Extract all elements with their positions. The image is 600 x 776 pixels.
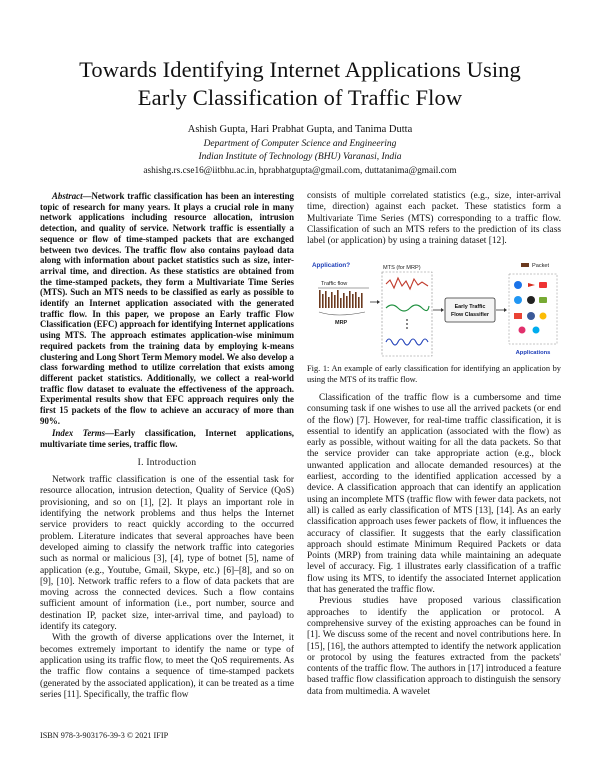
chrome-app-icon (540, 313, 547, 320)
figure-packet-bars (319, 290, 363, 308)
video-app-icon (539, 282, 547, 288)
figure-packet-legend-label: Packet (532, 263, 550, 269)
figure-mts-box (382, 272, 432, 356)
right-top-paragraph: consists of multiple correlated statistics (e.g., size, inter-arrival time, direction) against each packet. These statistics form a Multivariate Time Series (MTS) corresponding to a traffic flow. Classification of such an MTS refers to the prediction of its class label (or application) by using a training dataset [12]. (307, 191, 561, 247)
mts-series-red (386, 278, 428, 289)
instagram-app-icon (519, 327, 526, 334)
whatsapp-app-icon (539, 297, 547, 303)
figure-mts-label: MTS (for MRP) (383, 265, 421, 271)
intro-paragraph-1: Network traffic classification is one of the essential task for resource allocation, intrusion detection, Quality of Service (QoS) provisioning, and so on [1], [2]. It plays an important role in identifying the network problems and thus helps the Internet service providers to react quickly according to the occurred problem. Literature indicates that several approaches have been developed aiming to classify the network traffic into categories such as normal or malicious [3], [4], type of botnet [5], name of application (e.g., Youtube, Gmail, Skype, etc.) [6]–[8], and so on [9], [10]. Network traffic refers to a flow of data packets that are moving across the connected devices. Such a flow contains sufficient amount of information (i.e., port number, source and destination IP, packet size, inter-arrival time, and payload) to identify its category. (40, 475, 294, 633)
packet-bar (346, 296, 348, 308)
packet-bar (334, 295, 336, 308)
paper-title (40, 56, 560, 112)
packet-bar (319, 290, 321, 308)
packet-bar (361, 293, 363, 308)
figure-mrp-brace (319, 312, 365, 315)
packet-bar (340, 298, 342, 308)
packet-bar (343, 293, 345, 308)
gmail-app-icon (514, 313, 522, 319)
author-emails: ashishg.rs.cse16@iitbhu.ac.in, hprabhatgupta@gmail.com, duttatanima@gmail.com (143, 166, 457, 176)
affiliation-department: Department of Computer Science and Engineering (203, 139, 397, 149)
music-app-icon (527, 296, 535, 304)
right-paragraph-2: Previous studies have proposed various classification approaches to identify the application or protocol. A comprehensive survey of the existing approaches can be found in [1]. We discuss some of the recent and novel contributions here. In [15], [16], the authors attempted to identify the network application or protocol by using the features extracted from the packets' contents of the traffic flow. The authors in [17] introduced a feature based traffic flow classification approach to distinguish the sensory data from multimedia. A wavelet (307, 596, 561, 697)
right-paragraph-1: Classification of the traffic flow is a cumbersome and time consuming task if one wishes to use all the arrived packets (or end of the flow) [7]. However, for real-time traffic classification, it is essential to identify an application (associated with the flow) as early as possible, without waiting for all the data packets. So that the service provider can take appropriate action (e.g., block unwanted application and allocate demanded resources) at the earliest, according to the identified application accessed by a device. A classification approach that can identify an application using an incomplete MTS (traffic flow with fewer data packets, not all) is called as early classification of MTS [13], [14]. As an early classification approach uses fewer packets of flow, it influences the accuracy of classifier. It suggests that the early classification approach should estimate Minimum Required Packets or data Points (MRP) from training data while maintaining an adequate level of accuracy. Fig. 1 illustrates early classification of a traffic flow using its MTS, to identify the associated Internet application that has generated the traffic flow. (307, 393, 561, 596)
telegram-app-icon (514, 296, 522, 304)
packet-bar (322, 294, 324, 308)
right-column-top (307, 191, 561, 247)
figure-1 (307, 258, 561, 360)
author-list: Ashish Gupta, Hari Prabhat Gupta, and Tanima Dutta (187, 124, 413, 135)
mts-series-blue (386, 339, 428, 345)
facebook-app-icon (527, 312, 535, 320)
packet-bar (337, 290, 339, 308)
title-line-1: Towards Identifying Internet Applications Using (79, 57, 521, 82)
figure-1-caption: Fig. 1: An example of early classification for identifying an application by using the MTS of its traffic flow. (307, 364, 561, 384)
title-line-2: Early Classification of Traffic Flow (137, 85, 463, 110)
youtube-app-icon (528, 283, 535, 287)
affiliation-institute: Indian Institute of Technology (BHU) Varanasi, India (198, 152, 402, 162)
isbn-footer: ISBN 978-3-903176-39-3 © 2021 IFIP (40, 731, 169, 740)
figure-arrow-head (377, 300, 380, 304)
ellipsis-dot (406, 327, 408, 329)
index-terms-label: Index Terms (52, 428, 106, 439)
packet-legend-icon (521, 263, 529, 267)
abstract (40, 191, 294, 426)
section-heading-introduction: I. Introduction (137, 457, 197, 468)
index-terms-body: —Early classification, Internet applications, multivariate time series, traffic flow. (40, 428, 294, 450)
packet-bar (355, 292, 357, 308)
figure-arrow-head (504, 308, 507, 312)
figure-arrow-head (441, 308, 444, 312)
packet-bar (325, 291, 327, 308)
figure-mrp-label: MRP (335, 320, 348, 326)
figure-application-question-label: Application? (312, 262, 351, 269)
mts-series-green (386, 305, 429, 311)
abstract-label: Abstract (52, 191, 83, 201)
packet-bar (349, 291, 351, 308)
twitter-app-icon (533, 327, 540, 334)
packet-bar (328, 297, 330, 308)
left-column (40, 191, 294, 701)
figure-classifier-line-1: Early Traffic (454, 304, 486, 310)
figure-classifier-box (445, 298, 495, 322)
figure-app-icons (514, 281, 547, 334)
right-column-bottom (307, 393, 561, 698)
skype-app-icon (514, 281, 522, 289)
ellipsis-dot (406, 319, 408, 321)
figure-traffic-flow-label: Traffic flow (321, 281, 348, 287)
abstract-body: —Network traffic classification has been an interesting topic of research for many years. It plays a crucial role in many network applications including resource allocation, intrusion detection, and quality of service. Network traffic is essentially a sequence or flow of time-stamped packets that are exchanged between two devices. The traffic flow also contains payload data along with information about packet statistics such as size, inter-arrival time, and direction. As these statistics are obtained from the time-stamped packets, they form a Multivariate Time Series (MTS). Such an MTS needs to be classified as early as possible to identify an Internet application associated with the generated traffic flow. In this paper, we propose an Early traffic Flow Classification (EFC) approach for identifying Internet applications using MTS. The approach estimates application-wise minimum required packets from the training data by employing k-means clustering and Long Short Term Memory model. We also develop a class forwarding method to utilize correlation that exists among different packet statistics. Additionally, we collect a real-world traffic flow dataset to evaluate the effectiveness of the approach. Experimental results show that EFC approach requires only the first 15 packets of the flow to achieve an accuracy of more than 90%. (40, 191, 294, 426)
packet-bar (352, 294, 354, 308)
packet-bar (331, 292, 333, 308)
figure-applications-label: Applications (515, 350, 551, 356)
packet-bar (358, 297, 360, 308)
ellipsis-dot (406, 323, 408, 325)
figure-classifier-line-2: Flow Classifier (450, 312, 490, 318)
index-terms (40, 428, 294, 449)
intro-paragraph-2: With the growth of diverse applications over the Internet, it becomes extremely important to identify the name or type of application using its traffic flow, to meet the QoS requirements. As the traffic flow contains a sequence of time-stamped packets (generated by the associated application), it can be treated as a time series [11]. Specifically, the traffic flow (40, 633, 294, 700)
